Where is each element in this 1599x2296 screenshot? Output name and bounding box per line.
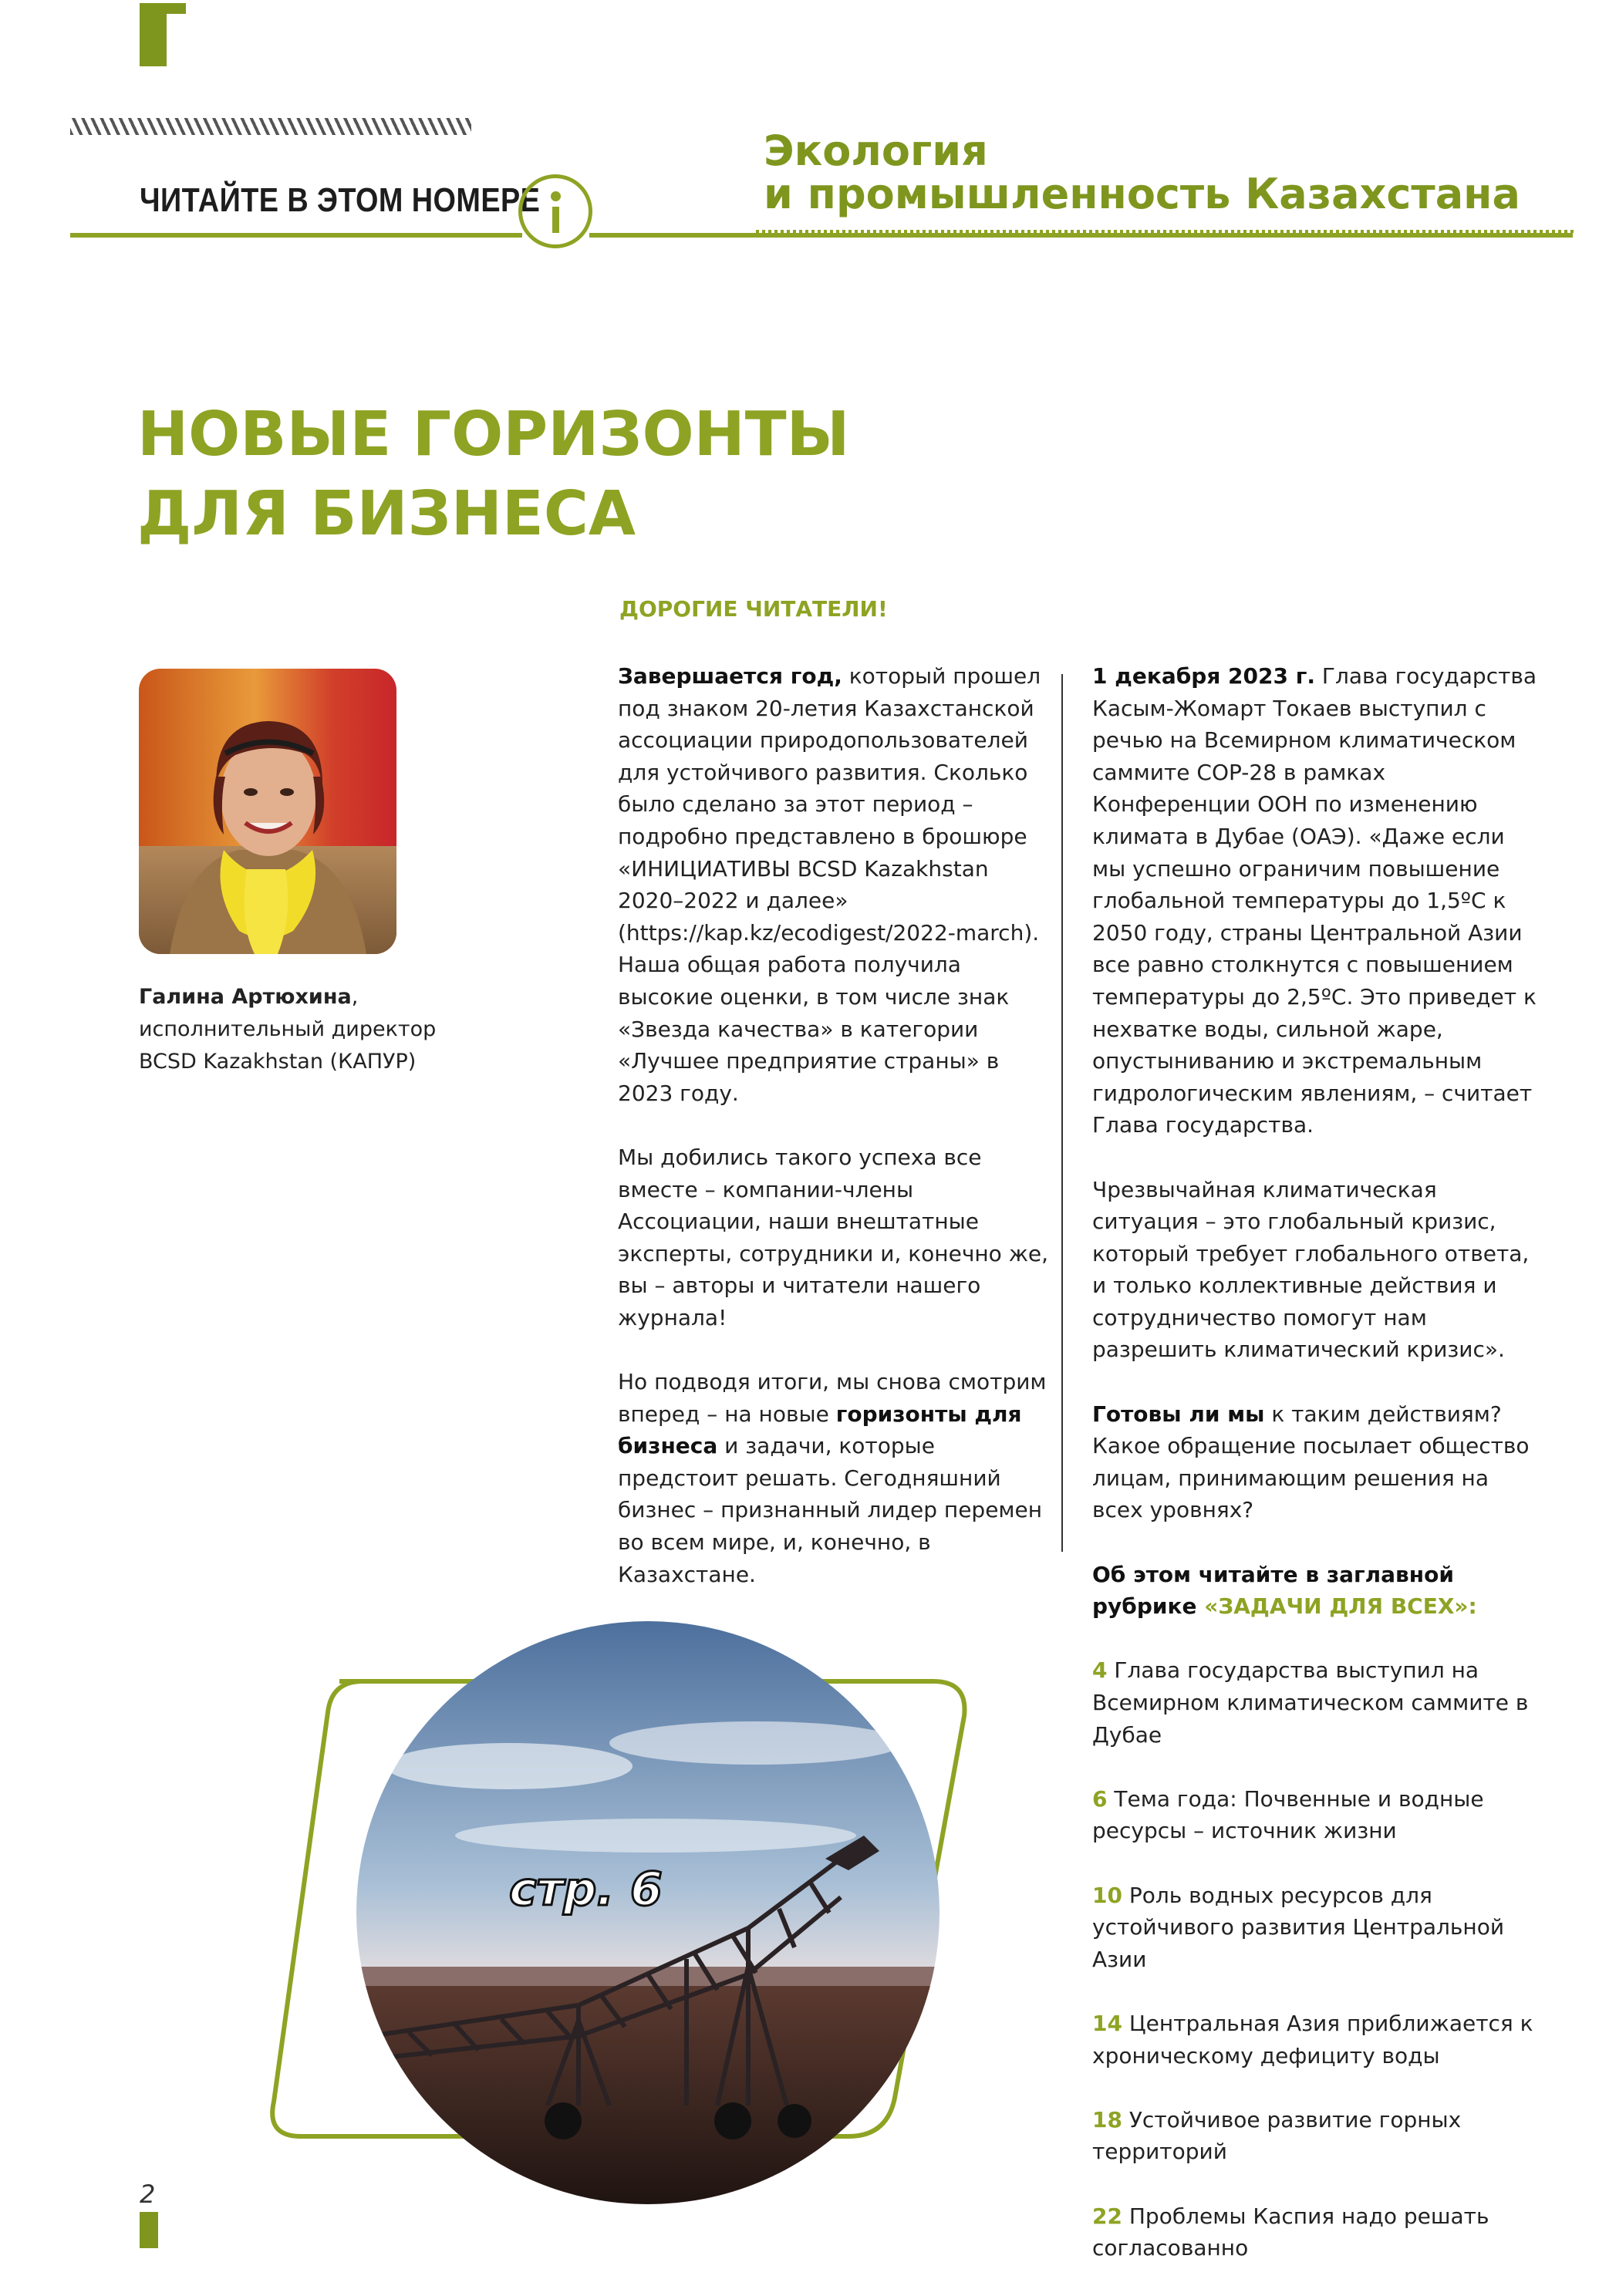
- toc-title: Роль водных ресурсов для устойчивого развития Центральной Азии: [1092, 1882, 1505, 1972]
- toc-title: Устойчивое развитие горных территорий: [1092, 2106, 1462, 2165]
- col1-paragraph-3: [618, 1366, 1050, 1590]
- col1-p1-text: который прошел под знаком 20-летия Казахстанской ассоциации природопользователей для устойчивого развития. Сколько было сделано за этот период – подробно представлено в брошюре «ИНИЦИАТИВЫ BCSD Kazakhstan 2020–2022 и далее» (https://kap.kz/ecodigest/2022-march). Наша общая работа получила высокие оценки, в том числе знак «Звезда качества» в категории «Лучшее предприятие страны» в 2023 году.: [618, 663, 1041, 1106]
- header-rule-left: [70, 233, 522, 238]
- toc-title: Центральная Азия приближается к хроническому дефициту воды: [1092, 2010, 1533, 2068]
- col2-paragraph-3: [1092, 1398, 1540, 1526]
- col2-paragraph-4: [1092, 1559, 1540, 1623]
- article-column-1: [618, 660, 1050, 1623]
- author-photo: [139, 669, 396, 954]
- magazine-title-line1: Экология: [764, 126, 988, 175]
- toc-item[interactable]: [1092, 2104, 1540, 2168]
- magazine-title-line2: и промышленность Казахстана: [764, 170, 1520, 218]
- toc-item[interactable]: [1092, 2200, 1540, 2264]
- col1-paragraph-1: [618, 660, 1050, 1109]
- info-icon-dot: [551, 191, 561, 201]
- author-organization: BCSD Kazakhstan (КАПУР): [139, 1050, 417, 1074]
- author-name-line: [139, 981, 463, 1013]
- toc-item[interactable]: [1092, 2008, 1540, 2072]
- author-caption: [139, 981, 463, 1078]
- col2-paragraph-1: [1092, 660, 1540, 1141]
- bottom-illustration[interactable]: [255, 1604, 995, 2206]
- toc-page-number: 4: [1092, 1657, 1108, 1684]
- magazine-title: [764, 126, 1520, 218]
- top-corner-mark-bar: [140, 11, 167, 66]
- toc-page-number: 14: [1092, 2010, 1122, 2036]
- section-label: ЧИТАЙТЕ В ЭТОМ НОМЕРЕ: [140, 181, 541, 219]
- col2-p1-text: Глава государства Касым-Жомарт Токаев выступил с речью на Всемирном климатическом саммите COP-28 в рамках Конференции ООН по изменению климата в Дубае (ОАЭ). «Даже если мы успешно ограничим повышение глобальной температуры до 1,5ºC к 2050 году, страны Центральной Азии все равно столкнутся с повышением температуры до 2,5ºC. Это приведет к нехватке воды, сильной жаре, опустыниванию и экстремальным гидрологическим явлениям, – считает Глава государства.: [1092, 663, 1537, 1138]
- article-headline: [137, 395, 849, 554]
- table-of-contents: [1092, 1654, 1540, 2264]
- col1-p1-lead: Завершается год,: [618, 663, 842, 689]
- col2-p4-lead: Об этом читайте в заглавной рубрике: [1092, 1561, 1454, 1620]
- article-column-2: [1092, 660, 1540, 2296]
- col2-p3-text: к таким действиям? Какое обращение посылает общество лицам, принимающим решения на всех уровнях?: [1092, 1401, 1530, 1523]
- header-rule-right: [589, 233, 1573, 238]
- toc-title: Глава государства выступил на Всемирном климатическом саммите в Дубае: [1092, 1657, 1529, 1748]
- headline-line2: ДЛЯ БИЗНЕСА: [137, 478, 636, 549]
- author-portrait-icon: [139, 669, 396, 954]
- col2-p4-rubric: «ЗАДАЧИ ДЛЯ ВСЕХ»:: [1204, 1593, 1477, 1620]
- col1-p3-a: Но подводя итоги, мы снова смотрим вперед – на новые: [618, 1369, 1047, 1427]
- info-icon-stem: [552, 207, 559, 233]
- page-reference: стр. 6: [509, 1863, 663, 1917]
- toc-title: Проблемы Каспия надо решать согласованно: [1092, 2203, 1489, 2261]
- author-name-suffix: ,: [351, 985, 359, 1009]
- bottom-corner-mark: [140, 2212, 158, 2248]
- hatched-rule: [70, 118, 471, 135]
- col2-p3-lead: Готовы ли мы: [1092, 1401, 1265, 1427]
- toc-title: Тема года: Почвенные и водные ресурсы – источник жизни: [1092, 1785, 1484, 1844]
- column-divider: [1061, 674, 1063, 1552]
- toc-item[interactable]: [1092, 1654, 1540, 1751]
- page-number: 2: [140, 2180, 156, 2209]
- col1-paragraph-2: Мы добились такого успеха все вместе – компании-члены Ассоциации, наши внештатные эксперты, сотрудники и, конечно же, вы – авторы и читатели нашего журнала!: [618, 1144, 1049, 1330]
- author-role: исполнительный директор: [139, 1017, 437, 1041]
- toc-item[interactable]: [1092, 1783, 1540, 1847]
- author-name: Галина Артюхина: [139, 985, 352, 1009]
- toc-page-number: 18: [1092, 2106, 1122, 2132]
- toc-page-number: 22: [1092, 2203, 1122, 2229]
- toc-item[interactable]: [1092, 1880, 1540, 1976]
- col1-p3-bold: горизонты для бизнеса: [618, 1401, 1022, 1459]
- col2-paragraph-2: Чрезвычайная климатическая ситуация – это глобальный кризис, который требует глобального ответа, и только коллективные действия и сотрудничество помогут нам разрешить климатический кризис».: [1092, 1176, 1530, 1363]
- col2-p1-lead: 1 декабря 2023 г.: [1092, 663, 1315, 689]
- irrigation-photo-icon: [255, 1604, 995, 2206]
- greeting: ДОРОГИЕ ЧИТАТЕЛИ!: [619, 596, 888, 622]
- toc-page-number: 10: [1092, 1882, 1122, 1908]
- toc-page-number: 6: [1092, 1785, 1108, 1812]
- col1-p3-b: и задачи, которые предстоит решать. Сегодняшний бизнес – признанный лидер перемен во всем мире, и, конечно, в Казахстане.: [618, 1433, 1043, 1587]
- headline-line1: НОВЫЕ ГОРИЗОНТЫ: [137, 399, 850, 470]
